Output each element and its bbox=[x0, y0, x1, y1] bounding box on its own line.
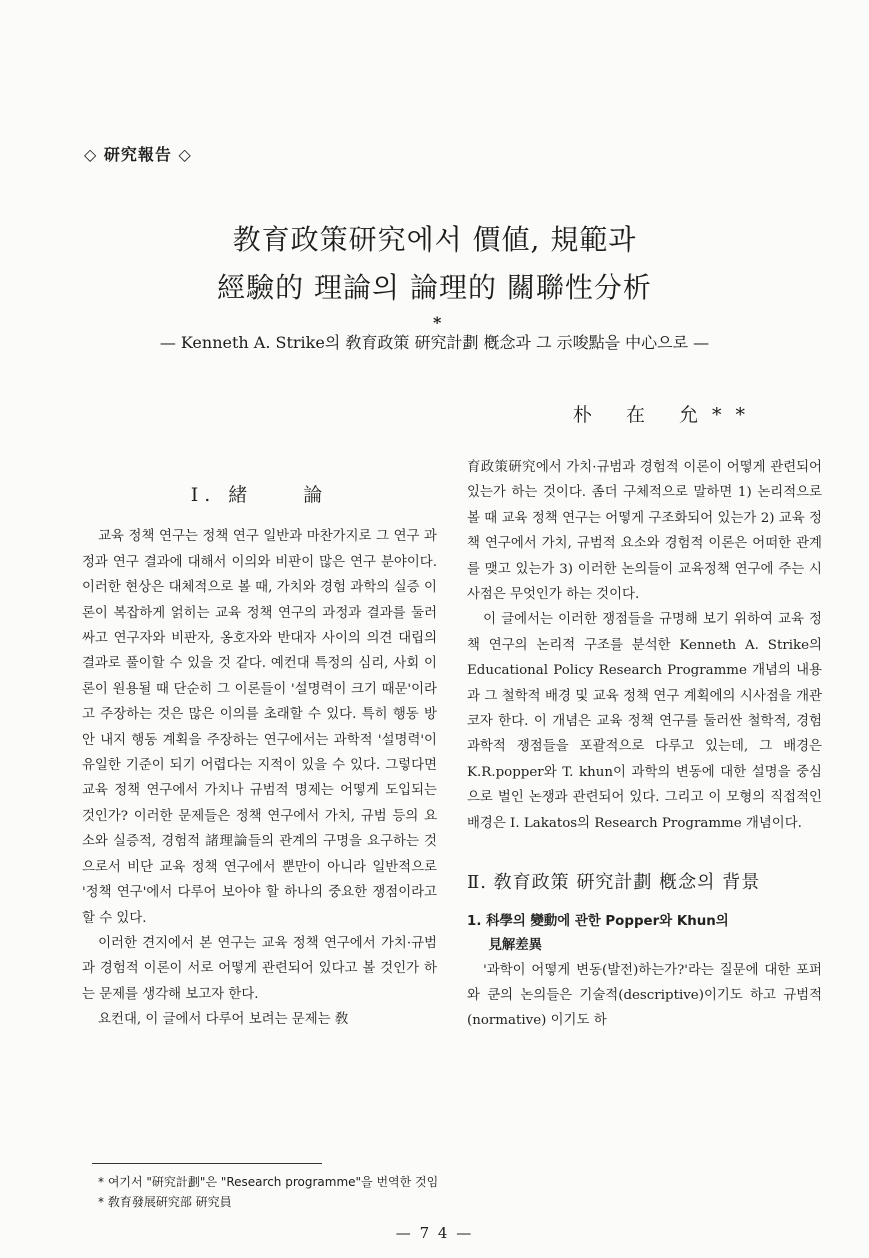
author-name: 朴 在 允** bbox=[572, 404, 759, 426]
body-paragraph: '과학이 어떻게 변동(발전)하는가?'라는 질문에 대한 포퍼와 쿤의 논의들은 기술적(descriptive)이기도 하고 규범적(normative) 이기도 하 bbox=[467, 962, 822, 1029]
paper-title-line-1: 教育政策研究에서 價値, 規範과 bbox=[232, 223, 637, 256]
body-paragraph: 교육 정책 연구는 정책 연구 일반과 마찬가지로 그 연구 과정과 연구 결과에 대해서 이의와 비판이 많은 연구 분야이다. 이러한 현상은 대체적으로 볼 때, 가치와 경험 과학의 실증 이론이 복잡하게 얽히는 교육 정책 연구의 과정과 결과를 둘러싸고 연구자와 비판자, 옹호자와 반대자 사이의 의견 대립의 결과로 풀이할 수 있을 것 같다. 예컨대 특정의 심리, 사회 이론이 원용될 때 단순히 그 이론들이 '설명력이 크기 때문'이라고 주장하는 것은 많은 이의를 초래할 수 있다. 특히 행동 방안 내지 행동 계획을 주장하는 연구에서는 과학적 '설명력'이 유일한 기준이 되기 어렵다는 지적이 있을 수 있다. 그렇다면 교육 정책 연구에서 가치나 규범적 명제는 어떻게 도입되는 것인가? 이러한 문제들은 정책 연구에서 가치, 규범 등의 요소와 실증적, 경험적 諸理論들의 관계의 구명을 요구하는 것으로서 비단 교육 정책 연구에서 뿐만이 아니라 일반적으로 '정책 연구'에서 다루어 보아야 할 하나의 중요한 쟁점이라고 할 수 있다. bbox=[82, 529, 437, 926]
right-column bbox=[467, 455, 822, 1034]
body-paragraph: 育政策硏究에서 가치·규범과 경험적 이론이 어떻게 관련되어 있는가 하는 것이다. 좀더 구체적으로 말하면 1) 논리적으로 볼 때 교육 정책 연구는 어떻게 구조화되어 있는가 2) 교육 정책 연구에서 가치, 규범적 요소와 경험적 이론은 어떠한 관계를 맺고 있는가 3) 이러한 논의들이 교육정책 연구에 주는 시사점은 무엇인가 하는 것이다. bbox=[467, 460, 822, 603]
page-number: — 7 4 — bbox=[395, 1224, 474, 1242]
section-tag: ◇ 研究報告 ◇ bbox=[84, 145, 192, 164]
subsection-heading bbox=[467, 910, 822, 958]
subsection-heading-line-2: 見解差異 bbox=[488, 937, 542, 953]
left-column bbox=[82, 455, 437, 1033]
body-paragraph: 요컨대, 이 글에서 다루어 보려는 문제는 敎 bbox=[98, 1012, 349, 1028]
paper-subtitle: — Kenneth A. Strike의 敎育政策 硏究計劃 槪念과 그 示唆點을 中心으로 — bbox=[159, 333, 710, 352]
body-paragraph: 이러한 견지에서 본 연구는 교육 정책 연구에서 가치·규범과 경험적 이론이 서로 어떻게 관련되어 있다고 볼 것인가 하는 문제를 생각해 보고자 한다. bbox=[82, 935, 437, 1002]
body-paragraph: 이 글에서는 이러한 쟁점들을 규명해 보기 위하여 교육 정책 연구의 논리적 구조를 분석한 Kenneth A. Strike의 Educational Policy Research Programme 개념의 내용과 그 철학적 배경 및 교육 정책 연구 계획에의 시사점을 개관코자 한다. 이 개념은 교육 정책 연구를 둘러싼 철학적, 경험 과학적 쟁점들을 포괄적으로 다루고 있는데, 그 배경은 K.R.popper와 T. khun이 과학의 변동에 대한 설명을 중심으로 벌인 논쟁과 관련되어 있다. 그리고 이 모형의 직접적인 배경은 I. Lakatos의 Research Programme 개념이다. bbox=[467, 612, 822, 831]
title-footnote-mark: * bbox=[433, 313, 442, 332]
section-heading-background: Ⅱ. 敎育政策 硏究計劃 槪念의 背景 bbox=[467, 872, 761, 894]
footnotes bbox=[98, 1172, 438, 1212]
footnote: * 여기서 "硏究計劃"은 "Research programme"을 번역한 것임 bbox=[98, 1175, 439, 1189]
footnote: * 敎育發展硏究部 硏究員 bbox=[98, 1195, 232, 1209]
paper-title-line-2: 經驗的 理論의 論理的 關聯性分析 bbox=[217, 271, 652, 304]
section-heading-introduction: I. 緒 論 bbox=[190, 484, 329, 506]
subsection-heading-line-1: 1. 科學의 變動에 관한 Popper와 Khun의 bbox=[467, 913, 729, 929]
footnote-divider bbox=[92, 1163, 322, 1164]
